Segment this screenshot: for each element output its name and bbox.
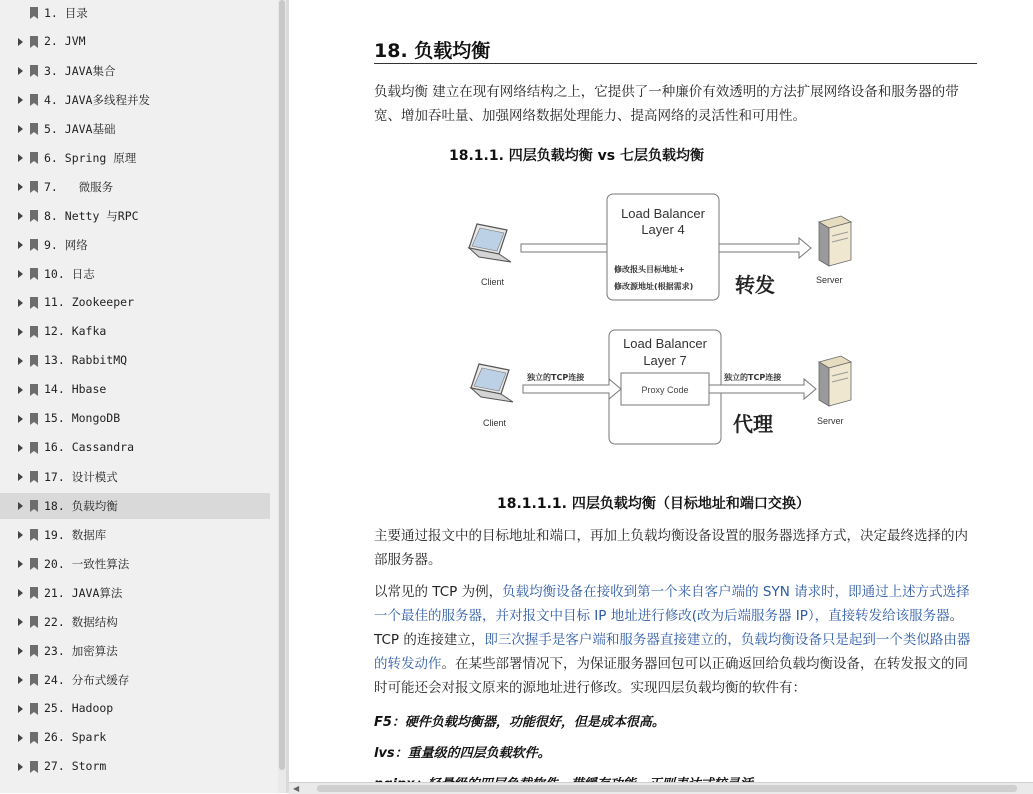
sidebar-scrollbar-thumb[interactable] bbox=[279, 0, 285, 770]
bookmark-label: 5. JAVA基础 bbox=[44, 122, 116, 136]
bookmark-item[interactable] bbox=[0, 145, 270, 171]
bookmark-label: 19. 数据库 bbox=[44, 528, 107, 542]
expand-arrow-icon[interactable] bbox=[18, 502, 23, 510]
expand-arrow-icon[interactable] bbox=[18, 328, 23, 336]
bookmark-label: 24. 分布式缓存 bbox=[44, 673, 130, 687]
lb7-layer: Layer 7 bbox=[643, 353, 687, 368]
bookmark-icon bbox=[30, 703, 38, 714]
bookmark-label: 26. Spark bbox=[44, 730, 107, 744]
client-laptop-icon-2 bbox=[471, 364, 513, 402]
bookmark-item[interactable] bbox=[0, 174, 270, 200]
para2-text-c: 。TCP 的连接建立， bbox=[374, 608, 964, 648]
bookmark-item[interactable] bbox=[0, 609, 270, 635]
bookmark-label: 25. Hadoop bbox=[44, 701, 114, 715]
bookmark-icon bbox=[30, 36, 38, 47]
bookmark-icon bbox=[30, 384, 38, 395]
bookmark-item[interactable] bbox=[0, 435, 270, 461]
bookmark-label: 6. Spring 原理 bbox=[44, 151, 137, 165]
bookmark-item[interactable] bbox=[0, 290, 270, 316]
bookmark-label: 22. 数据结构 bbox=[44, 615, 118, 629]
para2-text-e: 。在某些部署情况下，为保证服务器回包可以正确返回给负载均衡设备，在转发报文的同时可能还会对报文原来的源地址进行修改。实现四层负载均衡的软件有： bbox=[374, 656, 968, 696]
expand-arrow-icon[interactable] bbox=[18, 705, 23, 713]
horizontal-scrollbar-thumb[interactable] bbox=[317, 785, 1017, 792]
bookmark-item[interactable] bbox=[0, 377, 270, 403]
lb7-title: Load Balancer bbox=[623, 336, 707, 351]
bookmark-item[interactable] bbox=[0, 406, 270, 432]
bookmark-icon bbox=[30, 65, 38, 76]
expand-arrow-icon[interactable] bbox=[18, 560, 23, 568]
bookmark-label: 27. Storm bbox=[44, 759, 107, 773]
bookmark-label: 3. JAVA集合 bbox=[44, 64, 116, 78]
paragraph-2 bbox=[374, 580, 979, 700]
tcp-left-label: 独立的TCP连接 bbox=[527, 373, 585, 382]
expand-arrow-icon[interactable] bbox=[18, 386, 23, 394]
heading-3: 18.1.1.1. 四层负载均衡（目标地址和端口交换） bbox=[497, 496, 810, 512]
bookmark-icon bbox=[30, 7, 38, 18]
bookmark-icon bbox=[30, 123, 38, 134]
bookmark-item[interactable] bbox=[0, 580, 270, 606]
bookmark-item[interactable] bbox=[0, 725, 270, 751]
expand-arrow-icon[interactable] bbox=[18, 589, 23, 597]
lb4-layer: Layer 4 bbox=[641, 222, 685, 237]
bookmark-icon bbox=[30, 442, 38, 453]
bookmark-label: 4. JAVA多线程并发 bbox=[44, 93, 150, 107]
expand-arrow-icon[interactable] bbox=[18, 647, 23, 655]
bookmark-icon bbox=[30, 674, 38, 685]
lvs-line: lvs：重量级的四层负载软件。 bbox=[374, 746, 551, 761]
client-label: Client bbox=[481, 277, 505, 287]
server-icon bbox=[819, 216, 851, 266]
expand-arrow-icon[interactable] bbox=[18, 67, 23, 75]
expand-arrow-icon[interactable] bbox=[18, 154, 23, 162]
bookmark-label: 9. 网络 bbox=[44, 238, 88, 252]
bookmark-label: 16. Cassandra bbox=[44, 440, 135, 454]
bookmark-label: 14. Hbase bbox=[44, 382, 107, 396]
bookmark-label: 21. JAVA算法 bbox=[44, 586, 123, 600]
horizontal-scrollbar[interactable] bbox=[289, 782, 1033, 794]
bookmark-icon bbox=[30, 529, 38, 540]
bookmark-icon bbox=[30, 587, 38, 598]
bookmark-item[interactable] bbox=[0, 696, 270, 722]
bookmark-icon bbox=[30, 326, 38, 337]
para2-text-a: 以常见的 TCP 为例， bbox=[374, 584, 503, 600]
bookmark-item[interactable] bbox=[0, 522, 270, 548]
expand-arrow-icon[interactable] bbox=[18, 299, 23, 307]
bookmark-icon bbox=[30, 616, 38, 627]
bookmark-label: 15. MongoDB bbox=[44, 411, 121, 425]
layer7-diagram bbox=[471, 330, 851, 444]
lb4-note-1: 修改报头目标地址+ bbox=[614, 265, 685, 274]
bookmark-icon bbox=[30, 152, 38, 163]
bookmark-item[interactable] bbox=[0, 29, 270, 55]
bookmark-label: 7. 微服务 bbox=[44, 180, 114, 194]
bookmark-item[interactable] bbox=[0, 551, 270, 577]
para2-highlight-b: 负载均衡设备在接收到第一个来自客户端的 SYN 请求时，即通过上述方式选择一个最佳的服务器，并对报文中目标 IP 地址进行修改(改为后端服务器 IP），直接转发给该服务器 bbox=[374, 584, 970, 624]
bookmark-item[interactable] bbox=[0, 319, 270, 345]
proxy-code-label: Proxy Code bbox=[641, 385, 689, 395]
bookmark-icon bbox=[30, 471, 38, 482]
bookmark-item[interactable] bbox=[0, 116, 270, 142]
expand-arrow-icon[interactable] bbox=[18, 676, 23, 684]
server-label-2: Server bbox=[817, 416, 844, 426]
server-label: Server bbox=[816, 275, 843, 285]
paragraph-1: 主要通过报文中的目标地址和端口，再加上负载均衡设备设置的服务器选择方式，决定最终选择的内部服务器。 bbox=[374, 528, 968, 568]
bookmark-icon bbox=[30, 94, 38, 105]
server-icon-2 bbox=[819, 356, 851, 406]
heading-1: 18. 负载均衡 bbox=[374, 40, 491, 62]
bookmark-label: 8. Netty 与RPC bbox=[44, 209, 139, 223]
bookmark-icon bbox=[30, 761, 38, 772]
intro-paragraph: 负载均衡 建立在现有网络结构之上，它提供了一种廉价有效透明的方法扩展网络设备和服务器的带宽、增加吞吐量、加强网络数据处理能力、提高网络的灵活性和可用性。 bbox=[374, 84, 959, 124]
expand-arrow-icon[interactable] bbox=[18, 241, 23, 249]
expand-arrow-icon[interactable] bbox=[18, 125, 23, 133]
bookmark-label: 11. Zookeeper bbox=[44, 295, 135, 309]
expand-arrow-icon[interactable] bbox=[18, 415, 23, 423]
bookmark-label: 13. RabbitMQ bbox=[44, 353, 128, 367]
bookmark-item[interactable] bbox=[0, 754, 270, 780]
bookmark-icon bbox=[30, 413, 38, 424]
expand-arrow-icon[interactable] bbox=[18, 38, 23, 46]
f5-line: F5：硬件负载均衡器，功能很好，但是成本很高。 bbox=[374, 715, 665, 730]
expand-arrow-icon[interactable] bbox=[18, 444, 23, 452]
bookmark-label: 10. 日志 bbox=[44, 267, 95, 281]
bookmark-icon bbox=[30, 355, 38, 366]
bookmark-icon bbox=[30, 732, 38, 743]
bookmark-item[interactable] bbox=[0, 232, 270, 258]
bookmark-icon bbox=[30, 645, 38, 656]
bookmark-icon bbox=[30, 297, 38, 308]
bookmark-item[interactable] bbox=[0, 261, 270, 287]
lb4-action: 转发 bbox=[735, 273, 775, 297]
bookmark-label: 20. 一致性算法 bbox=[44, 557, 130, 571]
bookmark-icon bbox=[30, 181, 38, 192]
bookmark-label: 2. JVM bbox=[44, 34, 86, 48]
expand-arrow-icon[interactable] bbox=[18, 270, 23, 278]
expand-arrow-icon[interactable] bbox=[18, 357, 23, 365]
bookmark-icon bbox=[30, 210, 38, 221]
tcp-right-label: 独立的TCP连接 bbox=[724, 373, 782, 382]
bookmark-label: 12. Kafka bbox=[44, 324, 107, 338]
bookmark-item[interactable] bbox=[0, 638, 270, 664]
client-laptop-icon bbox=[469, 224, 511, 262]
bookmark-label: 17. 设计模式 bbox=[44, 470, 118, 484]
bookmark-icon bbox=[30, 500, 38, 511]
bookmark-item[interactable] bbox=[0, 667, 270, 693]
bookmark-item[interactable] bbox=[0, 464, 270, 490]
heading-rule bbox=[374, 63, 977, 64]
lb7-action: 代理 bbox=[733, 412, 773, 436]
bookmark-item[interactable] bbox=[0, 58, 270, 84]
scroll-left-arrow-icon[interactable]: ◀ bbox=[293, 784, 300, 793]
lb4-title: Load Balancer bbox=[621, 206, 705, 221]
document-page bbox=[289, 0, 1033, 782]
layer4-diagram bbox=[469, 194, 851, 300]
bookmark-icon bbox=[30, 268, 38, 279]
heading-2: 18.1.1. 四层负载均衡 vs 七层负载均衡 bbox=[449, 148, 705, 164]
bookmark-item[interactable] bbox=[0, 0, 270, 26]
load-balancer-figure bbox=[459, 188, 879, 458]
bookmarks-panel bbox=[0, 0, 278, 793]
bookmark-label: 1. 目录 bbox=[44, 6, 88, 20]
bookmark-label: 23. 加密算法 bbox=[44, 644, 118, 658]
client-label-2: Client bbox=[483, 418, 507, 428]
expand-arrow-icon[interactable] bbox=[18, 734, 23, 742]
bookmark-item[interactable] bbox=[0, 493, 270, 519]
expand-arrow-icon[interactable] bbox=[18, 618, 23, 626]
bookmark-label: 18. 负载均衡 bbox=[44, 499, 118, 513]
expand-arrow-icon[interactable] bbox=[18, 183, 23, 191]
bookmark-item[interactable] bbox=[0, 87, 270, 113]
expand-arrow-icon[interactable] bbox=[18, 96, 23, 104]
bookmark-item[interactable] bbox=[0, 203, 270, 229]
expand-arrow-icon[interactable] bbox=[18, 763, 23, 771]
para2-highlight-d: 即三次握手是客户端和服务器直接建立的，负载均衡设备只是起到一个类似路由器的转发动作 bbox=[374, 632, 971, 672]
lb4-note-2: 修改源地址(根据需求) bbox=[614, 282, 694, 291]
expand-arrow-icon[interactable] bbox=[18, 531, 23, 539]
bookmark-icon bbox=[30, 239, 38, 250]
bookmark-icon bbox=[30, 558, 38, 569]
expand-arrow-icon[interactable] bbox=[18, 473, 23, 481]
bookmark-item[interactable] bbox=[0, 348, 270, 374]
expand-arrow-icon[interactable] bbox=[18, 212, 23, 220]
